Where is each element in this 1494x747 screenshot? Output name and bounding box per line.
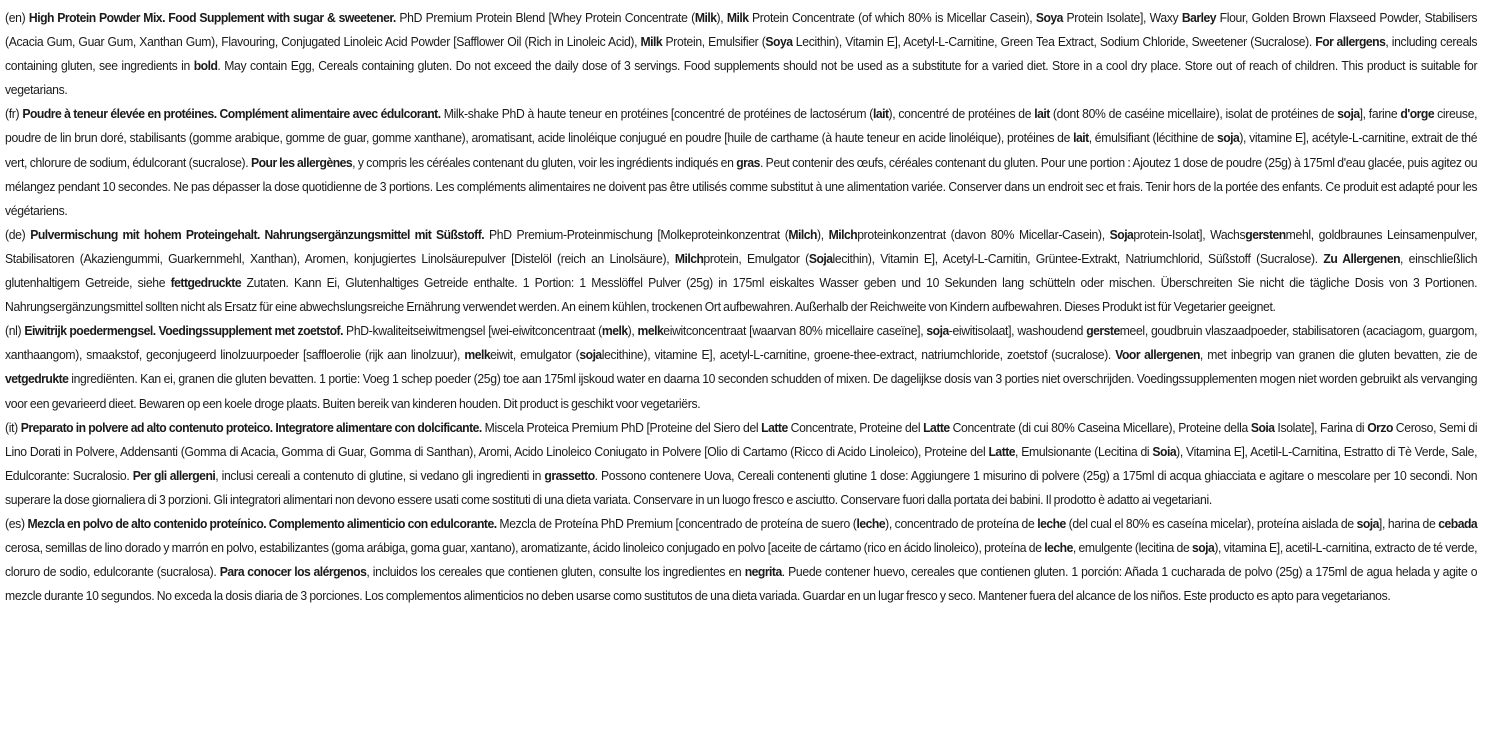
bold-text: Latte bbox=[761, 419, 788, 435]
text-run: mehl, goldbraunes Leinsamenpulver, Stabilisatoren (Akaziengummi, Guarkernmehl, Xanthan), Aromen, konjugiertes Linolsäurepulver [Distelöl (reich an Linolsäure), bbox=[5, 226, 1478, 266]
bold-text: gras bbox=[736, 154, 760, 170]
bold-text: soja bbox=[926, 323, 949, 339]
text-run: cerosa, semillas de lino dorado y marrón en polvo, estabilizantes (goma arábiga, goma guar, xantano), aromatizante, ácido linoleico conjugado en polvo [aceite de cártamo (rico en ácido linoleico), proteína de bbox=[5, 540, 1045, 556]
bold-text: cebada bbox=[1438, 515, 1478, 531]
text-run: Lecithin), Vitamin E], Acetyl-L-Carnitine, Green Tea Extract, Sodium Chloride, Sweetener (Sucralose). bbox=[792, 34, 1316, 50]
bold-text: gersten bbox=[1245, 226, 1286, 242]
bold-text: vetgedrukte bbox=[5, 371, 69, 387]
bold-text: d'orge bbox=[1400, 106, 1435, 122]
bold-text: melk bbox=[637, 323, 664, 339]
bold-text: Soia bbox=[1250, 419, 1275, 435]
bold-text: Orzo bbox=[1367, 419, 1393, 435]
text-run: (en) bbox=[5, 10, 29, 25]
text-run: , incluidos los cereales que contienen gluten, consulte los ingredientes en bbox=[366, 564, 745, 580]
text-run: Protein Concentrate (of which 80% is Micellar Casein), bbox=[748, 10, 1036, 25]
text-run: Zutaten. Kann Ei, Glutenhaltiges Getreide enthalte. 1 Portion: 1 Messlöffel Pulver (25g) in 175ml eiskaltes Wasser geben und 10 Sekunden lang schütteln oder mischen. Überschreiten Sie nicht die tägliche Dosis von 3 Portionen. Nahrungsergänzungsmittel sollten nicht als Ersatz für eine abwechslungsreiche Ernährung verwendet werden. An einem kühlen, trockenen Ort aufbewahren. Außerhalb der Reichweite von Kindern aufbewahren. Dieses Produkt ist für Vegetarier geeignet. bbox=[5, 275, 1478, 315]
bold-text: Soya bbox=[765, 34, 793, 50]
text-run: Ceroso, Semi di Lino Dorati in Polvere, Addensanti (Gomma di Acacia, Gomma di Guar, Gomma di Santhan), Aromi, Acido Linoleico Coniugato in Polvere [Olio di Cartamo (Ricco di Acido Linoleico), Proteine del bbox=[5, 419, 1478, 459]
text-run: Miscela Proteica Premium PhD [Proteine del Siero del bbox=[481, 419, 762, 435]
text-run: . Peut contenir des œufs, céréales contenant du gluten. Pour une portion : Ajoutez 1 dose de poudre (25g) à 175ml d'eau glacée, puis agitez ou mélangez pendant 10 secondes. Ne pas dépasser la dose quotidienne de 3 portions. Les compléments alimentaires ne doivent pas être utilisés comme substitut à une alimentation variée. Conserver dans un endroit sec et frais. Tenir hors de la portée des enfants. Ce produit est adapté pour les végétariens. bbox=[5, 154, 1478, 218]
text-run: . Possono contenere Uova, Cereali contenenti glutine 1 dose: Aggiungere 1 misurino di polvere (25g) a 175ml di acqua ghiacciata e agitare o mescolare per 10 secondi. Non superare la dose giornaliera di 3 porzioni. Gli integratori alimentari non devono essere usati come sostituti di una dieta variata. Conservare in un luogo fresco e asciutto. Conservare fuori dalla portata dei babini. Il prodotto è adatto ai vegetariani. bbox=[5, 467, 1478, 507]
text-run: protein, Emulgator ( bbox=[703, 250, 809, 266]
bold-text: lait bbox=[872, 106, 889, 122]
text-run: , emulgente (lecitina de bbox=[1072, 540, 1192, 556]
bold-text: soja bbox=[1337, 106, 1360, 122]
paragraph-fr bbox=[5, 102, 1477, 222]
bold-text: Pour les allergènes bbox=[250, 154, 353, 170]
text-run: meel, goudbruin vlaszaadpoeder, stabilisatoren (acaciagom, guargom, xanthaangom), smaakstof, geconjugeerd linolzuurpoeder [saffloerolie (rijk aan linolzuur), bbox=[5, 323, 1478, 363]
bold-text: Para conocer los alérgenos bbox=[219, 564, 367, 580]
bold-text: Eiwitrijk poedermengsel. Voedingssupplement met zoetstof. bbox=[24, 323, 343, 339]
text-run: , émulsifiant (lécithine de bbox=[1088, 130, 1217, 146]
bold-text: Zu Allergenen bbox=[1323, 250, 1401, 266]
paragraph-de bbox=[5, 223, 1477, 319]
text-run: ), Vitamina E], Acetil-L-Carnitina, Estratto di Tè Verde, Sale, Edulcorante: Sucralosio. bbox=[5, 443, 1478, 483]
text-run: Concentrate, Proteine del bbox=[787, 419, 924, 435]
text-run: ), vitamina E], acetil-L-carnitina, extracto de té verde, cloruro de sodio, edulcorante (sucralosa). bbox=[5, 540, 1478, 580]
text-run: , inclusi cereali a contenuto di glutine, si vedano gli ingredienti in bbox=[215, 467, 545, 483]
text-run: PhD-kwaliteitseiwitmengsel [wei-eiwitconcentraat ( bbox=[342, 323, 602, 339]
bold-text: High Protein Powder Mix. Food Supplement with sugar & sweetener. bbox=[28, 10, 396, 25]
bold-text: lait bbox=[1073, 130, 1089, 146]
bold-text: Per gli allergeni bbox=[132, 467, 216, 483]
text-run: eiwit, emulgator ( bbox=[490, 347, 580, 363]
bold-text: Preparato in polvere ad alto contenuto proteico. Integratore alimentare con dolcificante. bbox=[20, 419, 482, 435]
text-run: Mezcla de Proteína PhD Premium [concentrado de proteína de suero ( bbox=[496, 515, 857, 531]
text-run: ], farine bbox=[1359, 106, 1401, 122]
text-run: . May contain Egg, Cereals containing gluten. Do not exceed the daily dose of 3 servings. Food supplements should not be used as a substitute for a varied diet. Store in a cool dry place. Store out of reach of children. This product is suitable for vegetarians. bbox=[5, 58, 1478, 98]
bold-text: Latte bbox=[923, 419, 950, 435]
bold-text: leche bbox=[856, 515, 886, 531]
text-run: proteinkonzentrat (davon 80% Micellar-Casein), bbox=[857, 226, 1110, 242]
text-run: , including cereals containing gluten, see ingredients in bbox=[5, 34, 1478, 74]
bold-text: Poudre à teneur élevée en protéines. Complément alimentaire avec édulcorant. bbox=[22, 106, 441, 122]
bold-text: Mezcla en polvo de alto contenido proteínico. Complemento alimenticio con edulcorante. bbox=[27, 515, 497, 531]
bold-text: Milk bbox=[640, 34, 663, 50]
bold-text: melk bbox=[601, 323, 628, 339]
bold-text: soja bbox=[1216, 130, 1240, 146]
bold-text: leche bbox=[1044, 540, 1073, 556]
text-run: eiwitconcentraat [waarvan 80% micellaire caseïne], bbox=[663, 323, 927, 339]
text-run: protein-Isolat], Wachs bbox=[1133, 226, 1246, 242]
text-run: ), concentré de protéines de bbox=[888, 106, 1035, 122]
bold-text: lait bbox=[1034, 106, 1050, 122]
bold-text: fettgedruckte bbox=[170, 275, 242, 291]
text-run: , einschließlich glutenhaltigem Getreide, siehe bbox=[5, 250, 1478, 291]
text-run: Isolate], Farina di bbox=[1274, 419, 1368, 435]
bold-text: Soja bbox=[808, 250, 833, 266]
bold-text: soja bbox=[1356, 515, 1379, 531]
bold-text: melk bbox=[464, 347, 491, 363]
bold-text: bold bbox=[193, 58, 218, 74]
bold-text: Soia bbox=[1152, 443, 1177, 459]
text-run: ingrediënten. Kan ei, granen die gluten bevatten. 1 portie: Voeg 1 schep poeder (25g) toe aan 175ml ijskoud water en daarna 10 seconden schudden of mixen. De dagelijkse dosis van 3 porties niet overschrijden. Voedingssupplementen mogen niet worden gebruikt als vervanging voor een gevarieerd dieet. Bewaren op een koele droge plaats. Buiten bereik van kinderen houden. Dit product is geschikt voor vegetariërs. bbox=[5, 371, 1478, 411]
text-run: (de) bbox=[5, 226, 31, 242]
text-run: , met inbegrip van granen die gluten bevatten, zie de bbox=[1199, 347, 1478, 363]
text-run: (it) bbox=[5, 419, 21, 435]
paragraph-nl bbox=[5, 319, 1477, 415]
bold-text: soja bbox=[1191, 540, 1215, 556]
text-run: , y compris les céréales contenant du gluten, voir les ingrédients indiqués en bbox=[352, 154, 737, 170]
bold-text: Milch bbox=[788, 226, 817, 242]
text-run: cireuse, poudre de lin brun doré, stabilisants (gomme arabique, gomme de guar, gomme xanthane), aromatisant, acide linoléique conjugué en poudre [huile de carthame (à haute teneur en acide linoléique), protéines de bbox=[5, 106, 1478, 146]
bold-text: For allergens bbox=[1315, 34, 1386, 50]
text-run: (fr) bbox=[5, 106, 23, 122]
text-run: ], harina de bbox=[1378, 515, 1439, 531]
bold-text: Latte bbox=[988, 443, 1016, 459]
bold-text: leche bbox=[1037, 515, 1066, 531]
text-run: lecithine), vitamine E], acetyl-L-carnitine, groene-thee-extract, natriumchloride, zoetstof (sucralose). bbox=[601, 347, 1116, 363]
text-run: PhD Premium-Proteinmischung [Molkeproteinkonzentrat ( bbox=[484, 226, 789, 242]
bold-text: Milch bbox=[674, 250, 704, 266]
text-run: Milk-shake PhD à haute teneur en protéines [concentré de protéines de lactosérum ( bbox=[440, 106, 873, 122]
text-run: (nl) bbox=[5, 323, 25, 339]
bold-text: Soja bbox=[1109, 226, 1134, 242]
text-run: ), bbox=[716, 10, 727, 25]
text-run: Protein, Emulsifier ( bbox=[662, 34, 766, 50]
text-run: -eiwitisolaat], washoudend bbox=[948, 323, 1087, 339]
paragraph-en bbox=[5, 6, 1477, 102]
text-run: Concentrate (di cui 80% Caseina Micellare), Proteine della bbox=[949, 419, 1251, 435]
bold-text: grassetto bbox=[544, 467, 595, 483]
text-run: ), bbox=[627, 323, 638, 339]
text-run: , Emulsionante (Lecitina di bbox=[1015, 443, 1153, 459]
bold-text: Voor allergenen bbox=[1115, 347, 1200, 363]
text-run: Protein Isolate], Waxy bbox=[1062, 10, 1182, 25]
paragraph-it bbox=[5, 416, 1477, 512]
text-run: ), concentrado de proteína de bbox=[885, 515, 1038, 531]
text-run: (dont 80% de caséine micellaire), isolat de protéines de bbox=[1049, 106, 1338, 122]
text-run: ), bbox=[816, 226, 829, 242]
bold-text: Milch bbox=[828, 226, 858, 242]
bold-text: negrita bbox=[744, 564, 782, 580]
bold-text: gerste bbox=[1086, 323, 1120, 339]
text-run: . Puede contener huevo, cereales que contienen gluten. 1 porción: Añada 1 cucharada de polvo (25g) a 175ml de agua helada y agite o mezcle durante 10 segundos. No exceda la dosis diaria de 3 porciones. Los complementos alimenticios no deben usarse como sustitutos de una dieta variada. Guardar en un lugar fresco y seco. Mantener fuera del alcance de los niños. Este producto es apto para vegetarianos. bbox=[5, 564, 1478, 604]
text-run: (es) bbox=[5, 515, 28, 531]
bold-text: Milk bbox=[694, 10, 717, 25]
text-run: ), vitamine E], acétyle-L-carnitine, extrait de thé vert, chlorure de sodium, édulcorant (sucralose). bbox=[5, 130, 1478, 170]
text-run: Flour, Golden Brown Flaxseed Powder, Stabilisers (Acacia Gum, Guar Gum, Xanthan Gum), Flavouring, Conjugated Linoleic Acid Powder [Safflower Oil (Rich in Linoleic Acid), bbox=[5, 10, 1478, 50]
bold-text: Soya bbox=[1035, 10, 1063, 25]
bold-text: soja bbox=[579, 347, 602, 363]
bold-text: Milk bbox=[726, 10, 749, 25]
text-run: lecithin), Vitamin E], Acetyl-L-Carnitin, Grüntee-Extrakt, Natriumchlorid, Süßstoff (Sucralose). bbox=[832, 250, 1324, 266]
text-run: PhD Premium Protein Blend [Whey Protein Concentrate ( bbox=[395, 10, 695, 25]
text-run: (del cual el 80% es caseína micelar), proteína aislada de bbox=[1065, 515, 1357, 531]
bold-text: Barley bbox=[1181, 10, 1217, 25]
paragraph-es bbox=[5, 512, 1477, 608]
bold-text: Pulvermischung mit hohem Proteingehalt. Nahrungsergänzungsmittel mit Süßstoff. bbox=[30, 226, 485, 242]
